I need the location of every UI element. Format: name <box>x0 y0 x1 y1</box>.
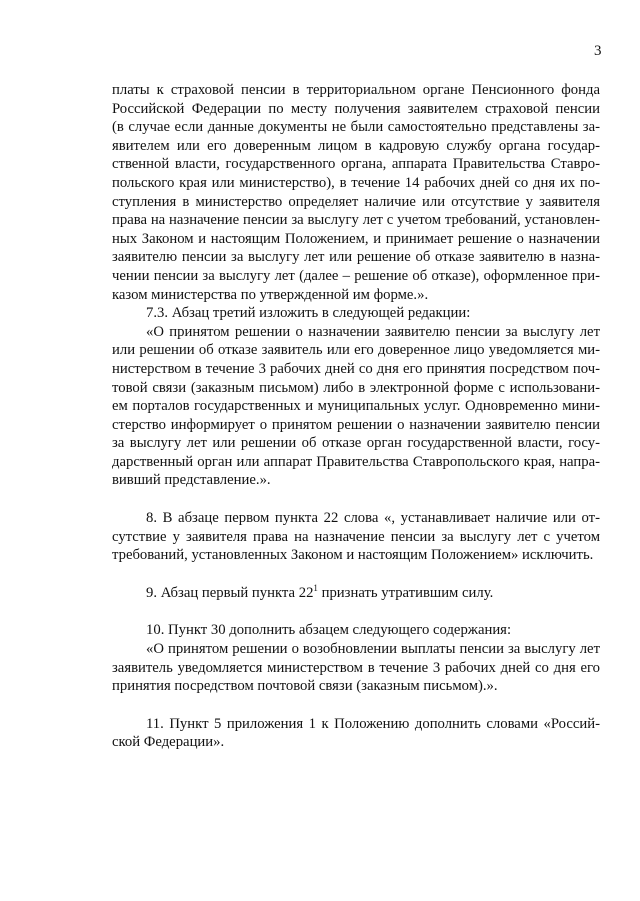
text-line: ступления в министерство определяет наличие или отсутствие у заявителя <box>112 193 600 210</box>
paragraph-gap <box>112 602 600 621</box>
text-line: 10. Пункт 30 дополнить абзацем следующего содержания: <box>146 622 512 639</box>
text-line <box>112 584 600 603</box>
paragraph-gap <box>112 565 600 584</box>
text-line: польского края или министерство), в течение 14 рабочих дней со дня их по- <box>112 174 600 191</box>
text-line: или решении об отказе заявитель или его доверенное лицо уведомляется ми- <box>112 342 600 359</box>
text-line: за выслугу лет или решении об отказе орган государственной власти, госу- <box>112 435 600 452</box>
text-line: принятия посредством почтовой связи (заказным письмом).». <box>112 678 498 695</box>
text-line: ных Законом и настоящим Положением, и принимает решение о назначении <box>112 230 600 247</box>
text-line: ем порталов государственных и муниципальных услуг. Одновременно мини- <box>112 398 600 415</box>
text-line: заявитель уведомляется министерством в течение 3 рабочих дней со дня его <box>112 659 600 676</box>
text-line: нистерством в течение 3 рабочих дней со дня его принятия посредством поч- <box>112 360 600 377</box>
paragraph-item-8 <box>112 509 600 565</box>
paragraph-item-11 <box>112 715 600 752</box>
text-line: права на назначение пенсии за выслугу лет с учетом требований, установлен- <box>112 212 600 229</box>
paragraph-item-10-quote <box>112 640 600 696</box>
text-line: (в случае если данные документы не были самостоятельно представлены за- <box>112 119 600 136</box>
item-9-text-after: признать утратившим силу. <box>317 584 494 601</box>
text-line: «О принятом решении о назначении заявителю пенсии за выслугу лет <box>146 323 600 340</box>
paragraph-item-9 <box>112 584 600 603</box>
text-line: 8. В абзаце первом пункта 22 слова «, устанавливает наличие или от- <box>146 510 600 527</box>
text-line: товой связи (заказным письмом) либо в электронной форме с использовани- <box>112 379 600 396</box>
text-line: 7.3. Абзац третий изложить в следующей редакции: <box>146 305 471 322</box>
paragraph-item-10 <box>112 621 600 640</box>
text-line: дарственный орган или аппарат Правительства Ставропольского края, напра- <box>112 453 600 470</box>
text-line: стерство информирует о принятом решении о назначении заявителю пенсии <box>112 416 600 433</box>
text-line: вивший представление.». <box>112 472 271 489</box>
text-line: казом министерства по утвержденной им форме.». <box>112 286 429 303</box>
text-line: явителем или его доверенным лицом в кадровую службу органа государ- <box>112 137 600 154</box>
item-9-text-before: 9. Абзац первый пункта 22 <box>146 584 314 601</box>
text-line: платы к страховой пенсии в территориальном органе Пенсионного фонда <box>112 82 600 98</box>
page-number: 3 <box>594 43 602 59</box>
paragraph-7-3-quote <box>112 323 600 490</box>
paragraph-gap <box>112 696 600 715</box>
text-line: требований, установленных Законом и настоящим Положением» исключить. <box>112 547 594 564</box>
text-line: чении пенсии за выслугу лет (далее – решение об отказе), оформленное при- <box>112 267 600 284</box>
paragraph-continuation <box>112 81 600 304</box>
text-line: сутствие у заявителя права на назначение пенсии за выслугу лет с учетом <box>112 528 600 545</box>
text-line: ственной власти, государственного органа, аппарата Правительства Ставро- <box>112 156 600 173</box>
superscript-marker: 1 <box>313 582 318 593</box>
text-line: заявителю пенсии за выслугу лет или решение об отказе заявителю в назна- <box>112 249 600 266</box>
text-line: ской Федерации». <box>112 734 225 751</box>
text-line: Российской Федерации по месту получения заявителем страховой пенсии <box>112 100 600 117</box>
paragraph-7-3 <box>112 304 600 323</box>
document-body <box>112 81 600 752</box>
text-line: «О принятом решении о возобновлении выплаты пенсии за выслугу лет <box>146 641 600 658</box>
paragraph-gap <box>112 490 600 509</box>
text-line: 11. Пункт 5 приложения 1 к Положению дополнить словами «Россий- <box>146 715 600 732</box>
